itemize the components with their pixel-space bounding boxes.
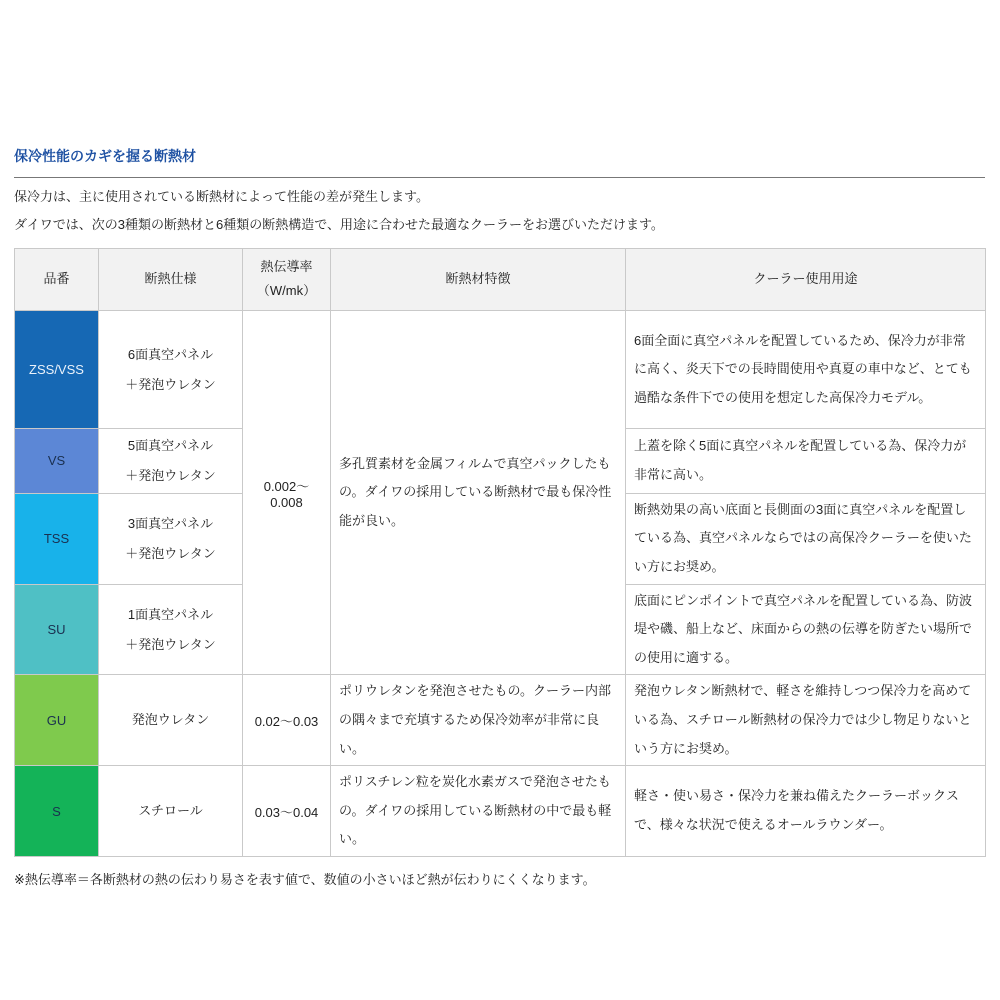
section-title: 保冷性能のカギを握る断熱材 [14, 148, 196, 164]
spec-line-1: 6面真空パネル [127, 346, 214, 362]
header-spec: 断熱仕様 [99, 248, 243, 310]
product-code-cell: S [15, 766, 99, 857]
product-code-cell: VS [15, 429, 99, 494]
usage-cell: 底面にピンポイントで真空パネルを配置している為、防波堤や磯、船上など、床面からの熱の伝導を防ぎたい場所での使用に適する。 [626, 584, 986, 675]
header-conductivity-line1: 熱伝導率 [260, 258, 313, 274]
spec-line-1: 5面真空パネル [127, 438, 214, 454]
table-row [15, 766, 986, 857]
spec-line-2: ＋発泡ウレタン [125, 545, 216, 561]
spec-line-2: ＋発泡ウレタン [125, 467, 216, 483]
table-row [15, 311, 986, 429]
usage-cell: 上蓋を除く5面に真空パネルを配置している為、保冷力が非常に高い。 [626, 429, 986, 494]
spec-cell [99, 584, 243, 675]
feature-cell: ポリスチレン粒を炭化水素ガスで発泡させたもの。ダイワの採用している断熱材の中で最も軽い。 [331, 766, 626, 857]
spec-cell: スチロール [99, 766, 243, 857]
spec-cell [99, 311, 243, 429]
spec-cell [99, 493, 243, 584]
usage-cell: 6面全面に真空パネルを配置しているため、保冷力が非常に高く、炎天下での長時間使用や真夏の車中など、とても過酷な条件下での使用を想定した高保冷力モデル。 [626, 311, 986, 429]
spec-cell: 発泡ウレタン [99, 675, 243, 766]
table-header-row [15, 248, 986, 310]
usage-cell: 断熱効果の高い底面と長側面の3面に真空パネルを配置している為、真空パネルならではの高保冷クーラーを使いたい方にお奨め。 [626, 493, 986, 584]
product-code-cell: GU [15, 675, 99, 766]
spec-cell [99, 429, 243, 494]
spec-line-2: ＋発泡ウレタン [125, 636, 216, 652]
footnote: ※熱伝導率＝各断熱材の熱の伝わり易さを表す値で、数値の小さいほど熱が伝わりにくくなります。 [14, 871, 596, 887]
header-feature: 断熱材特徴 [331, 248, 626, 310]
header-usage: クーラー使用用途 [626, 248, 986, 310]
conductivity-cell: 0.02～0.03 [243, 675, 331, 766]
intro-line-1: 保冷力は、主に使用されている断熱材によって性能の差が発生します。 [14, 189, 429, 204]
insulation-spec-table [14, 248, 986, 857]
spec-line-2: ＋発泡ウレタン [125, 376, 216, 392]
header-code: 品番 [15, 248, 99, 310]
product-code-cell: TSS [15, 493, 99, 584]
product-code-cell: ZSS/VSS [15, 311, 99, 429]
spec-line-1: 1面真空パネル [127, 606, 214, 622]
conductivity-cell: 0.03～0.04 [243, 766, 331, 857]
usage-cell: 軽さ・使い易さ・保冷力を兼ね備えたクーラーボックスで、様々な状況で使えるオールラウンダー。 [626, 766, 986, 857]
header-conductivity-line2: （W/mk） [256, 283, 317, 299]
spec-line-1: 3面真空パネル [127, 515, 214, 531]
conductivity-cell-vacuum: 0.002～0.008 [243, 311, 331, 675]
content-section [14, 146, 985, 888]
usage-cell: 発泡ウレタン断熱材で、軽さを維持しつつ保冷力を高めている為、スチロール断熱材の保冷力では少し物足りないという方にお奨め。 [626, 675, 986, 766]
feature-cell: ポリウレタンを発泡させたもの。クーラー内部の隅々まで充填するため保冷効率が非常に良い。 [331, 675, 626, 766]
feature-cell-vacuum: 多孔質素材を金属フィルムで真空パックしたもの。ダイワの採用している断熱材で最も保冷性能が良い。 [331, 311, 626, 675]
product-code-cell: SU [15, 584, 99, 675]
table-row [15, 675, 986, 766]
intro-line-2: ダイワでは、次の3種類の断熱材と6種類の断熱構造で、用途に合わせた最適なクーラーをお選びいただけます。 [14, 216, 664, 232]
header-conductivity [243, 248, 331, 310]
title-divider [14, 177, 985, 178]
